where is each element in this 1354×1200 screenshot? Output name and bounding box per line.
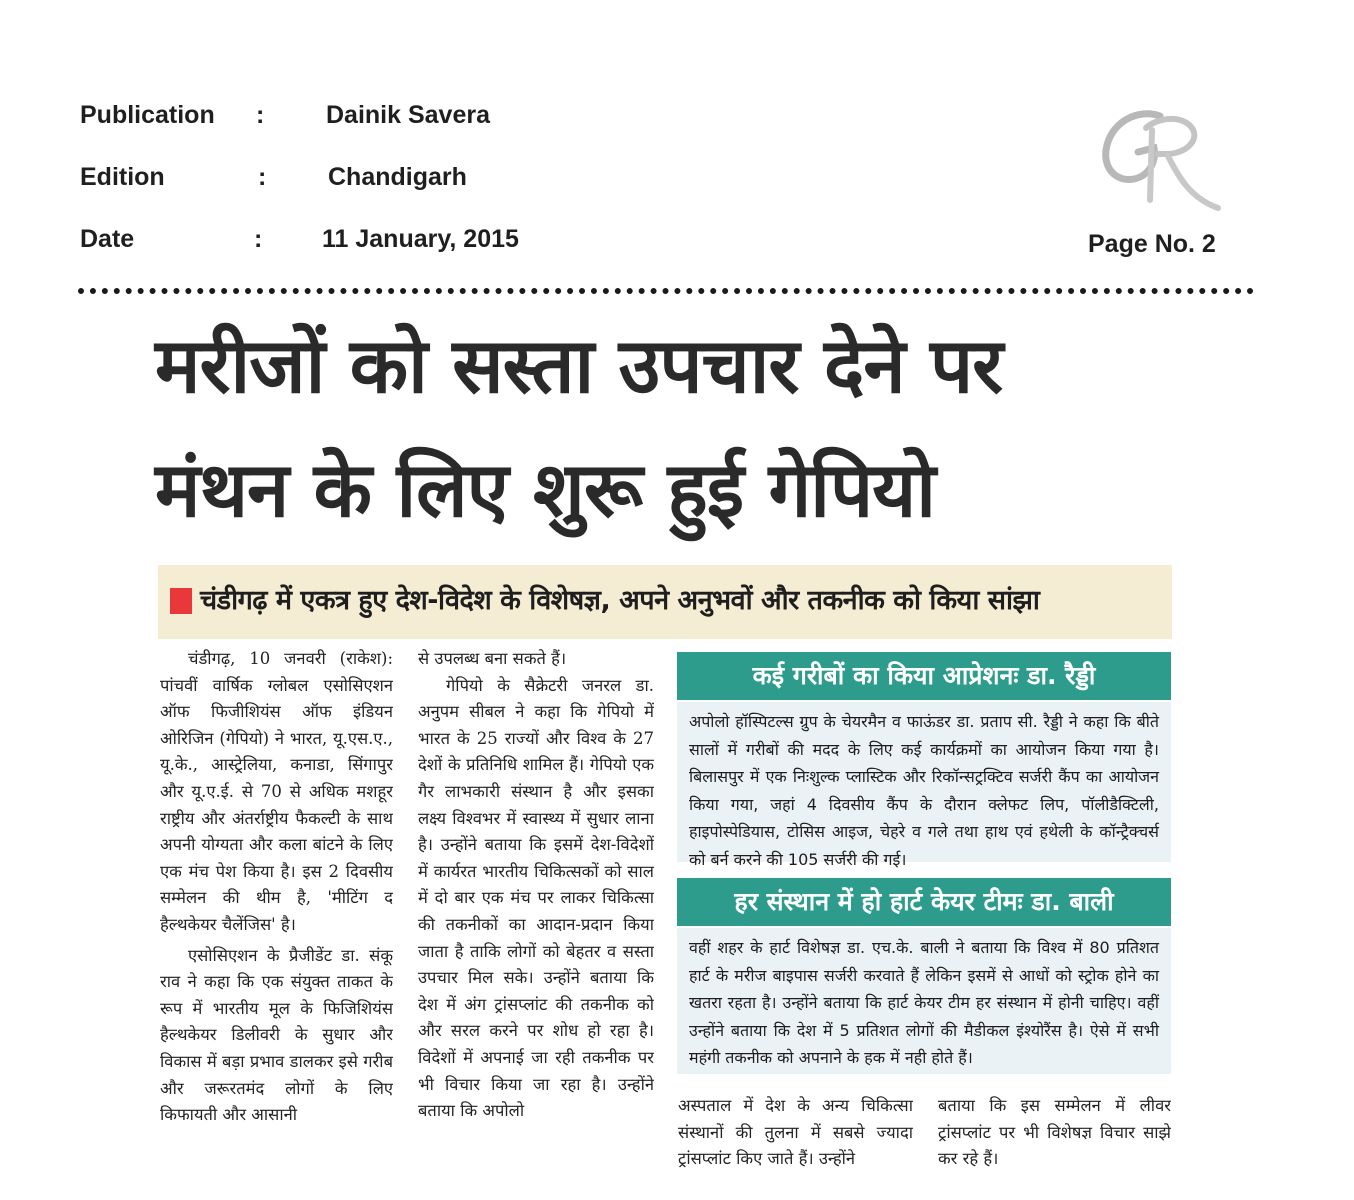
article-column-2 [418,646,654,1176]
column-3-paragraph: अस्पताल में देश के अन्य चिकित्सा संस्थानों की तुलना में सबसे ज्यादा ट्रांसप्लांट किए जाते हैं। उन्होंने [678,1096,913,1169]
header-divider [78,288,1254,294]
article-column-3 [678,1093,913,1175]
publication-label: Publication [80,101,215,129]
box-1-body: अपोलो हॉस्पिटल्स ग्रुप के चेयरमैन व फाऊंडर डा. प्रताप सी. रैड्डी ने कहा कि बीते सालों में गरीबों की मदद के लिए कई कार्यक्रमों का आयोजन किया गया है। बिलासपुर में एक निःशुल्क प्लास्टिक और रिकॉन्सट्रक्टिव सर्जरी कैंप का आयोजन किया गया, जहां 4 दिवसीय कैंप के दौरान क्लेफट लिप, पॉलीडैक्टिली, हाइपोस्पेडियास, टोसिस आइज, चेहरे व गले तथा हाथ एवं हथेली के कॉन्ट्रैक्चर्स को बर्न करने की 105 सर्जरी की गई। [677,702,1171,862]
publication-value: Dainik Savera [326,101,490,129]
box-1-title: कई गरीबों का किया आप्रेशनः डा. रैड्डी [677,652,1171,700]
publication-separator: : [256,101,265,129]
box-2-body: वहीं शहर के हार्ट विशेषज्ञ डा. एच.के. बाली ने बताया कि विश्व में 80 प्रतिशत हार्ट के मरीज बाइपास सर्जरी करवाते हैं लेकिन इसमें से आधों को स्ट्रोक होने का खतरा रहता है। उन्होंने बताया कि हार्ट केयर टीम हर संस्थान में होनी चाहिए। वहीं उन्होंने बताया कि देश में 5 प्रतिशत लोगों की मैडीकल इंश्योरैंस है। ऐसे में सभी महंगी तकनीक को अपनाने के हक में नही होते हैं। [677,928,1171,1074]
headline-line-2: मंथन के लिए शुरू हुई गेपियो [155,445,935,534]
headline-line-1: मरीजों को सस्ता उपचार देने पर [155,321,1003,410]
gr-monogram-logo-art [1098,100,1224,218]
column-2-paragraph-2: गेपियो के सैक्रेटरी जनरल डा. अनुपम सीबल ने कहा कि गेपियो में भारत के 25 राज्यों और विश्व के 27 देशों के प्रतिनिधि शामिल हैं। गेपियो एक गैर लाभकारी संस्थान है और इसका लक्ष्य विश्वभर में स्वास्थ्य में सुधार लाना है। उन्होंने बताया कि इसमें देश-विदेशों में कार्यरत भारतीय चिकित्सकों को साल में दो बार एक मंच पर लाकर चिकित्सा की तकनीकों का आदान-प्रदान किया जाता है ताकि लोगों को बेहतर व सस्ता उपचार मिल सके। उन्होंने बताया कि देश में अंग ट्रांसप्लांट की तकनीक को और सरल करने पर शोध हो रहा है। विदेशों में अपनाई जा रही तकनीक पर भी विचार किया जा रहा है। उन्होंने बताया कि अपोलो [418,675,654,1121]
gr-monogram-logo [1098,100,1224,218]
article-column-1 [160,646,393,1176]
date-label: Date [80,225,135,253]
edition-separator: : [258,163,267,191]
article-column-4 [938,1093,1171,1175]
date-value: 11 January, 2015 [322,225,519,253]
column-1-paragraph-1: चंडीगढ़, 10 जनवरी (राकेश): पांचवीं वार्षिक ग्लोबल एसोसिएशन ऑफ फिजीशियंस ऑफ इंडियन ओरिजिन (गेपियो) ने भारत, यू.एस.ए., यू.के., आस्ट्रेलिया, कनाडा, सिंगापुर और यू.ए.ई. से 70 से अधिक मशहूर राष्ट्रीय और अंतर्राष्ट्रीय फैकल्टी के साथ अपनी योग्यता और कला बांटने के लिए एक मंच पेश किया है। इस 2 दिवसीय सम्मेलन की थीम है, 'मीटिंग द हैल्थकेयर चैलेंजिस' है। [160,649,393,934]
column-4-paragraph: बताया कि इस सम्मेलन में लीवर ट्रांसप्लांट पर भी विशेषज्ञ विचार साझे कर रहे हैं। [938,1096,1171,1169]
edition-label: Edition [80,163,165,191]
box-2-title: हर संस्थान में हो हार्ट केयर टीमः डा. बाली [677,878,1171,926]
bullet-square-icon [170,588,192,614]
page-number: Page No. 2 [1088,230,1216,258]
column-2-paragraph-1: से उपलब्ध बना सकते हैं। [418,649,567,668]
edition-value: Chandigarh [328,163,467,191]
column-1-paragraph-2: एसोसिएशन के प्रैजीडेंट डा. संकू राव ने कहा कि एक संयुक्त ताकत के रूप में भारतीय मूल के फिजिशियंस हैल्थकेयर डिलीवरी के सुधार और विकास में बड़ा प्रभाव डालकर इसे गरीब और जरूरतमंद लोगों के लिए किफायती और आसानी [160,945,393,1125]
subheadline: चंडीगढ़ में एकत्र हुए देश-विदेश के विशेषज्ञ, अपने अनुभवों और तकनीक को किया सांझा [200,585,1040,616]
date-separator: : [254,225,263,253]
